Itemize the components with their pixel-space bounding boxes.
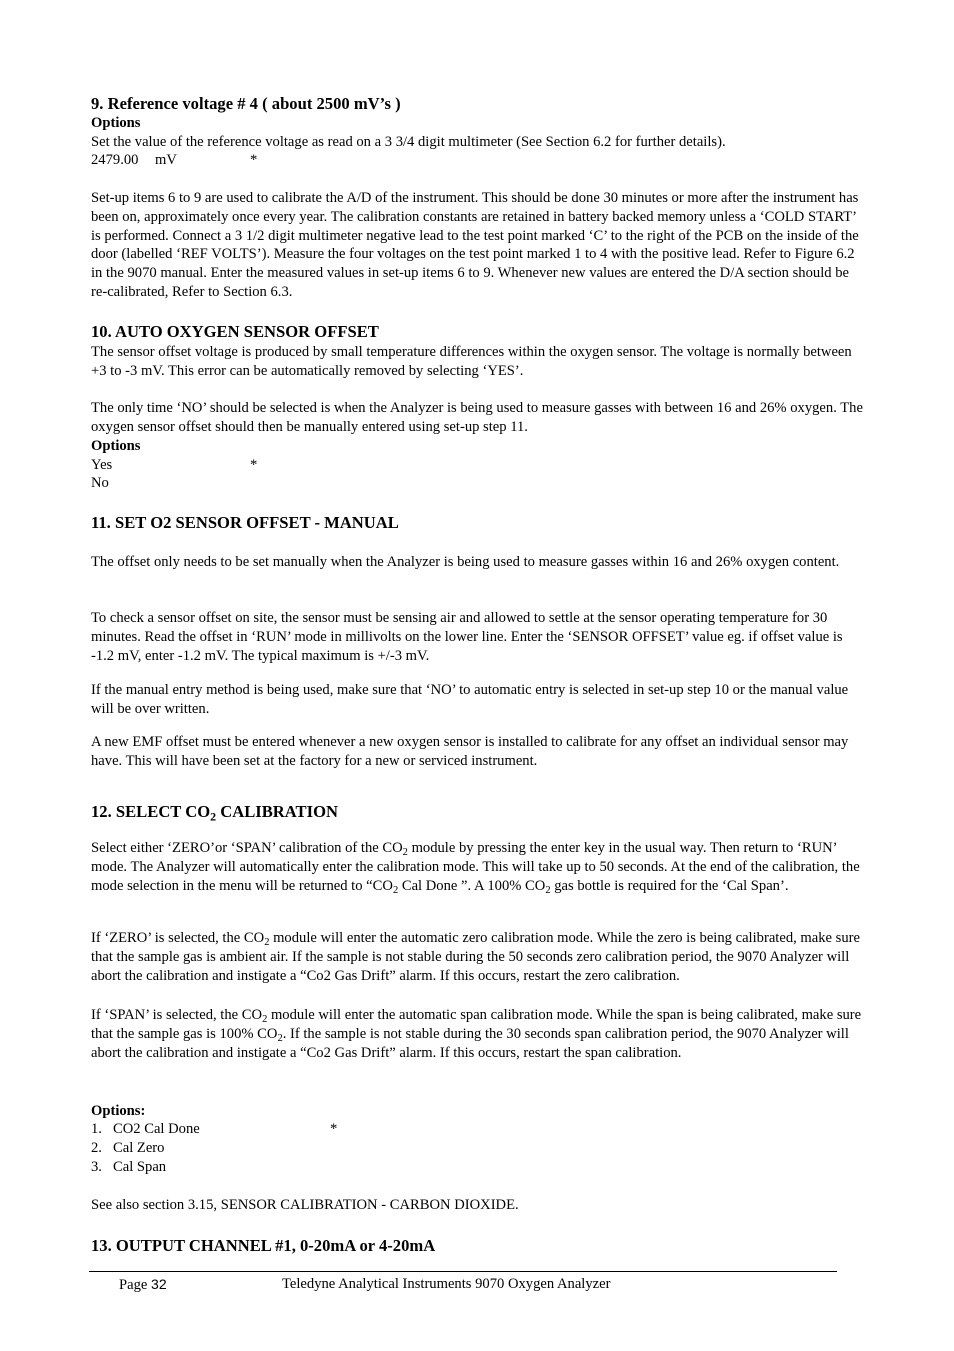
option-number: 1. [91,1121,102,1137]
option-yes: Yes [91,457,113,473]
section-11-paragraph-4: A new EMF offset must be entered whenever a new oxygen sensor is installed to calibrate for any offset an individual sensor may have. This will have been set at the factory for a new or serviced instrument. [91,734,849,769]
footer-title: Teledyne Analytical Instruments 9070 Oxygen Analyzer [282,1276,611,1292]
section-12-paragraph-3: If ‘SPAN’ is selected, the $CO_2$ module will enter the automatic span calibration mode. While the span is being calibrated, make sure that the sample gas is 100% $CO_2$. If the sample is not stable during the 30 seconds span calibration period, the 9070 Analyzer will abort the calibration and instigate a “Co2 Gas Drift” alarm. If this occurs, restart the span calibration. [91,1007,862,1061]
section-9-options-label: Options [91,115,141,131]
section-12-options-label: Options: [91,1103,146,1119]
section-10-paragraph-1: The sensor offset voltage is produced by small temperature differences within the oxygen sensor. The voltage is normally between +3 to -3 mV. This error can be automatically removed by selecting ‘YES’. [91,344,852,379]
section-9-paragraph: Set-up items 6 to 9 are used to calibrate the A/D of the instrument. This should be done 30 minutes or more after the instrument has been on, approximately once every year. The calibration constants are retained in battery backed memory unless a ‘COLD START’ is performed. Connect a 3 1/2 digit multimeter negative lead to the test point marked ‘C’ to the right of the PCB on the inside of the door (labelled ‘REF VOLTS’). Measure the four voltages on the test point marked 1 to 4 with the positive lead. Refer to Figure 6.2 in the 9070 manual. Enter the measured values in set-up items 6 to 9. Whenever new values are entered the D/A section should be re-calibrated, Refer to Section 6.3. [91,190,859,300]
option-co2-cal-done: CO2 Cal Done [113,1121,200,1137]
section-10-heading: 10. AUTO OXYGEN SENSOR OFFSET [91,322,379,341]
section-11-paragraph-2: To check a sensor offset on site, the sensor must be sensing air and allowed to settle at the sensor operating temperature for 30 minutes. Read the offset in ‘RUN’ mode in millivolts on the lower line. Enter the ‘SENSOR OFFSET’ value eg. if offset value is -1.2 mV, enter -1.2 mV. The typical maximum is +/-3 mV. [91,610,843,664]
option-cal-zero: Cal Zero [113,1140,165,1156]
default-marker: * [250,457,258,473]
option-number: 2. [91,1140,102,1156]
section-9-heading: 9. Reference voltage # 4 ( about 2500 mV’s ) [91,94,401,113]
default-marker: * [330,1121,338,1137]
option-no: No [91,475,109,491]
section-13-heading: 13. OUTPUT CHANNEL #1, 0-20mA or 4-20mA [91,1236,436,1255]
reference-voltage-value: 2479.00 [91,152,139,168]
section-11-heading: 11. SET O2 SENSOR OFFSET - MANUAL [91,513,399,532]
default-marker: * [250,152,258,168]
footer-divider [89,1271,837,1272]
section-11-paragraph-1: The offset only needs to be set manually when the Analyzer is being used to measure gasses within 16 and 26% oxygen content. [91,554,840,570]
section-12-paragraph-1: Select either ‘ZERO’or ‘SPAN’ calibration of the $CO_2$ module by pressing the enter key in the usual way. Then return to ‘RUN’ mode. The Analyzer will automatically enter the calibration mode. This will take up to 50 seconds. At the end of the calibration, the mode selection in the menu will be returned to “$CO_2$ Cal Done ”. A 100% $CO_2$ gas bottle is required for the ‘Cal Span’. [91,840,860,896]
section-9-description: Set the value of the reference voltage as read on a 3 3/4 digit multimeter (See Section 6.2 for further details). [91,134,726,150]
section-12-heading: 12. SELECT $CO_2$ CALIBRATION [91,802,338,824]
footer-page-label: Page [119,1277,148,1293]
section-11-paragraph-3: If the manual entry method is being used, make sure that ‘NO’ to automatic entry is selected in set-up step 10 or the manual value will be over written. [91,682,849,717]
option-number: 3. [91,1159,102,1175]
section-10-paragraph-2: The only time ‘NO’ should be selected is when the Analyzer is being used to measure gasses with between 16 and 26% oxygen. The oxygen sensor offset should then be manually entered using set-up step 11. [91,400,863,435]
reference-voltage-unit: mV [155,152,177,168]
footer-page [119,1275,167,1295]
section-12-see-also: See also section 3.15, SENSOR CALIBRATION - CARBON DIOXIDE. [91,1197,519,1213]
section-12-paragraph-2: If ‘ZERO’ is selected, the $CO_2$ module will enter the automatic zero calibration mode. While the zero is being calibrated, make sure that the sample gas is ambient air. If the sample is not stable during the 50 seconds zero calibration period, the 9070 Analyzer will abort the calibration and instigate a “Co2 Gas Drift” alarm. If this occurs, restart the zero calibration. [91,930,860,984]
option-cal-span: Cal Span [113,1159,167,1175]
section-10-options-label: Options [91,438,141,454]
footer-page-number: 32 [151,1276,167,1292]
